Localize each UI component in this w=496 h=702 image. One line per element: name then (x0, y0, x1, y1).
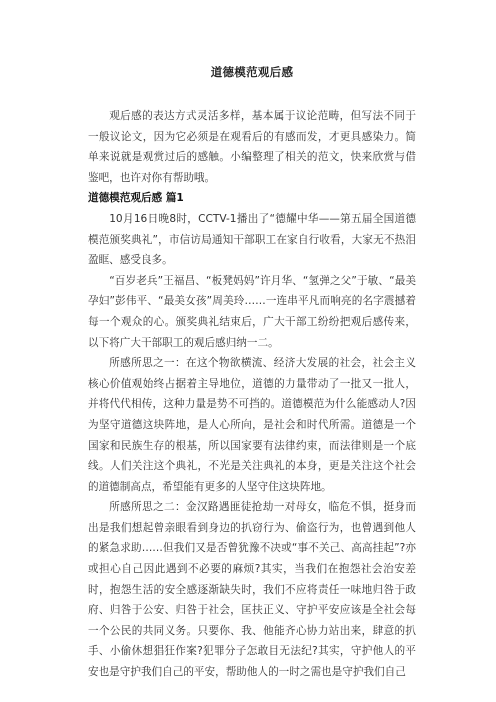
intro-paragraph: 观后感的表达方式灵活多样，基本属于议论范畴，但写法不同于一般议论文，因为它必须是在观看后的有感而发，才更具感染力。简单来说就是观赏过后的感触。小编整理了相关的范文，快来欣赏与借鉴吧，也许对你有帮助哦。 (88, 110, 416, 184)
document-title: 道德模范观后感 (210, 65, 294, 79)
body-paragraph-3: 所感所思之一：在这个物欲横流、经济大发展的社会，社会主义核心价值观始终占据着主导地位，道德的力量带动了一批又一批人，并将代代相传，这种力量是势不可挡的。道德模范为什么能感动人?因为坚守道德这块阵地，是人心所向，是社会和时代所需。道德是一个国家和民族生存的根基，所以国家要有法律约束，而法律则是一个底线。人们关注这个典礼，不光是关注典礼的本身，更是关注这个社会的道德制高点，希望能有更多的人坚守住这块阵地。 (88, 357, 416, 493)
body-paragraph-1: 10月16日晚8时，CCTV-1播出了“德耀中华——第五届全国道德模范颁奖典礼”，市信访局通知干部职工在家自行收看，大家无不热泪盈眶、感受良多。 (88, 212, 416, 267)
body-paragraph-2: “百岁老兵”王福昌、“板凳妈妈”许月华、“氢弹之父”于敏、“最美孕妇”彭伟平、“最美女孩”周美玲……一连串平凡而响亮的名字震撼着每一个观众的心。颁奖典礼结束后，广大干部工纷纷把观后感传来，以下将广大干部职工的观后感归纳一二。 (88, 274, 416, 349)
body-paragraph-4: 所感所思之二：金汉路遇匪徒抢劫一对母女，临危不惧，挺身而出是我们想起曾亲眼看到身边的扒窃行为、偷盗行为，也曾遇到他人的紧急求助……但我们又是否曾犹豫不决或“事不关己、高高挂起”?亦或担心自己因此遇到不必要的麻烦?其实，当我们在抱怨社会治安差时，抱怨生活的安全感逐渐缺失时，我们不应将责任一味地归咎于政府、归咎于公安、归咎于社会，匡扶正义、守护平安应该是全社会每一个公民的共同义务。只要你、我、他能齐心协力站出来，肆意的扒手、小偷休想猖狂作案?犯罪分子怎敢目无法纪?其实，守护他人的平安也是守护我们自己的平安，帮助他人的一时之需也是守护我们自己 (88, 501, 416, 679)
section-heading: 道德模范观后感 篇1 (88, 192, 184, 205)
